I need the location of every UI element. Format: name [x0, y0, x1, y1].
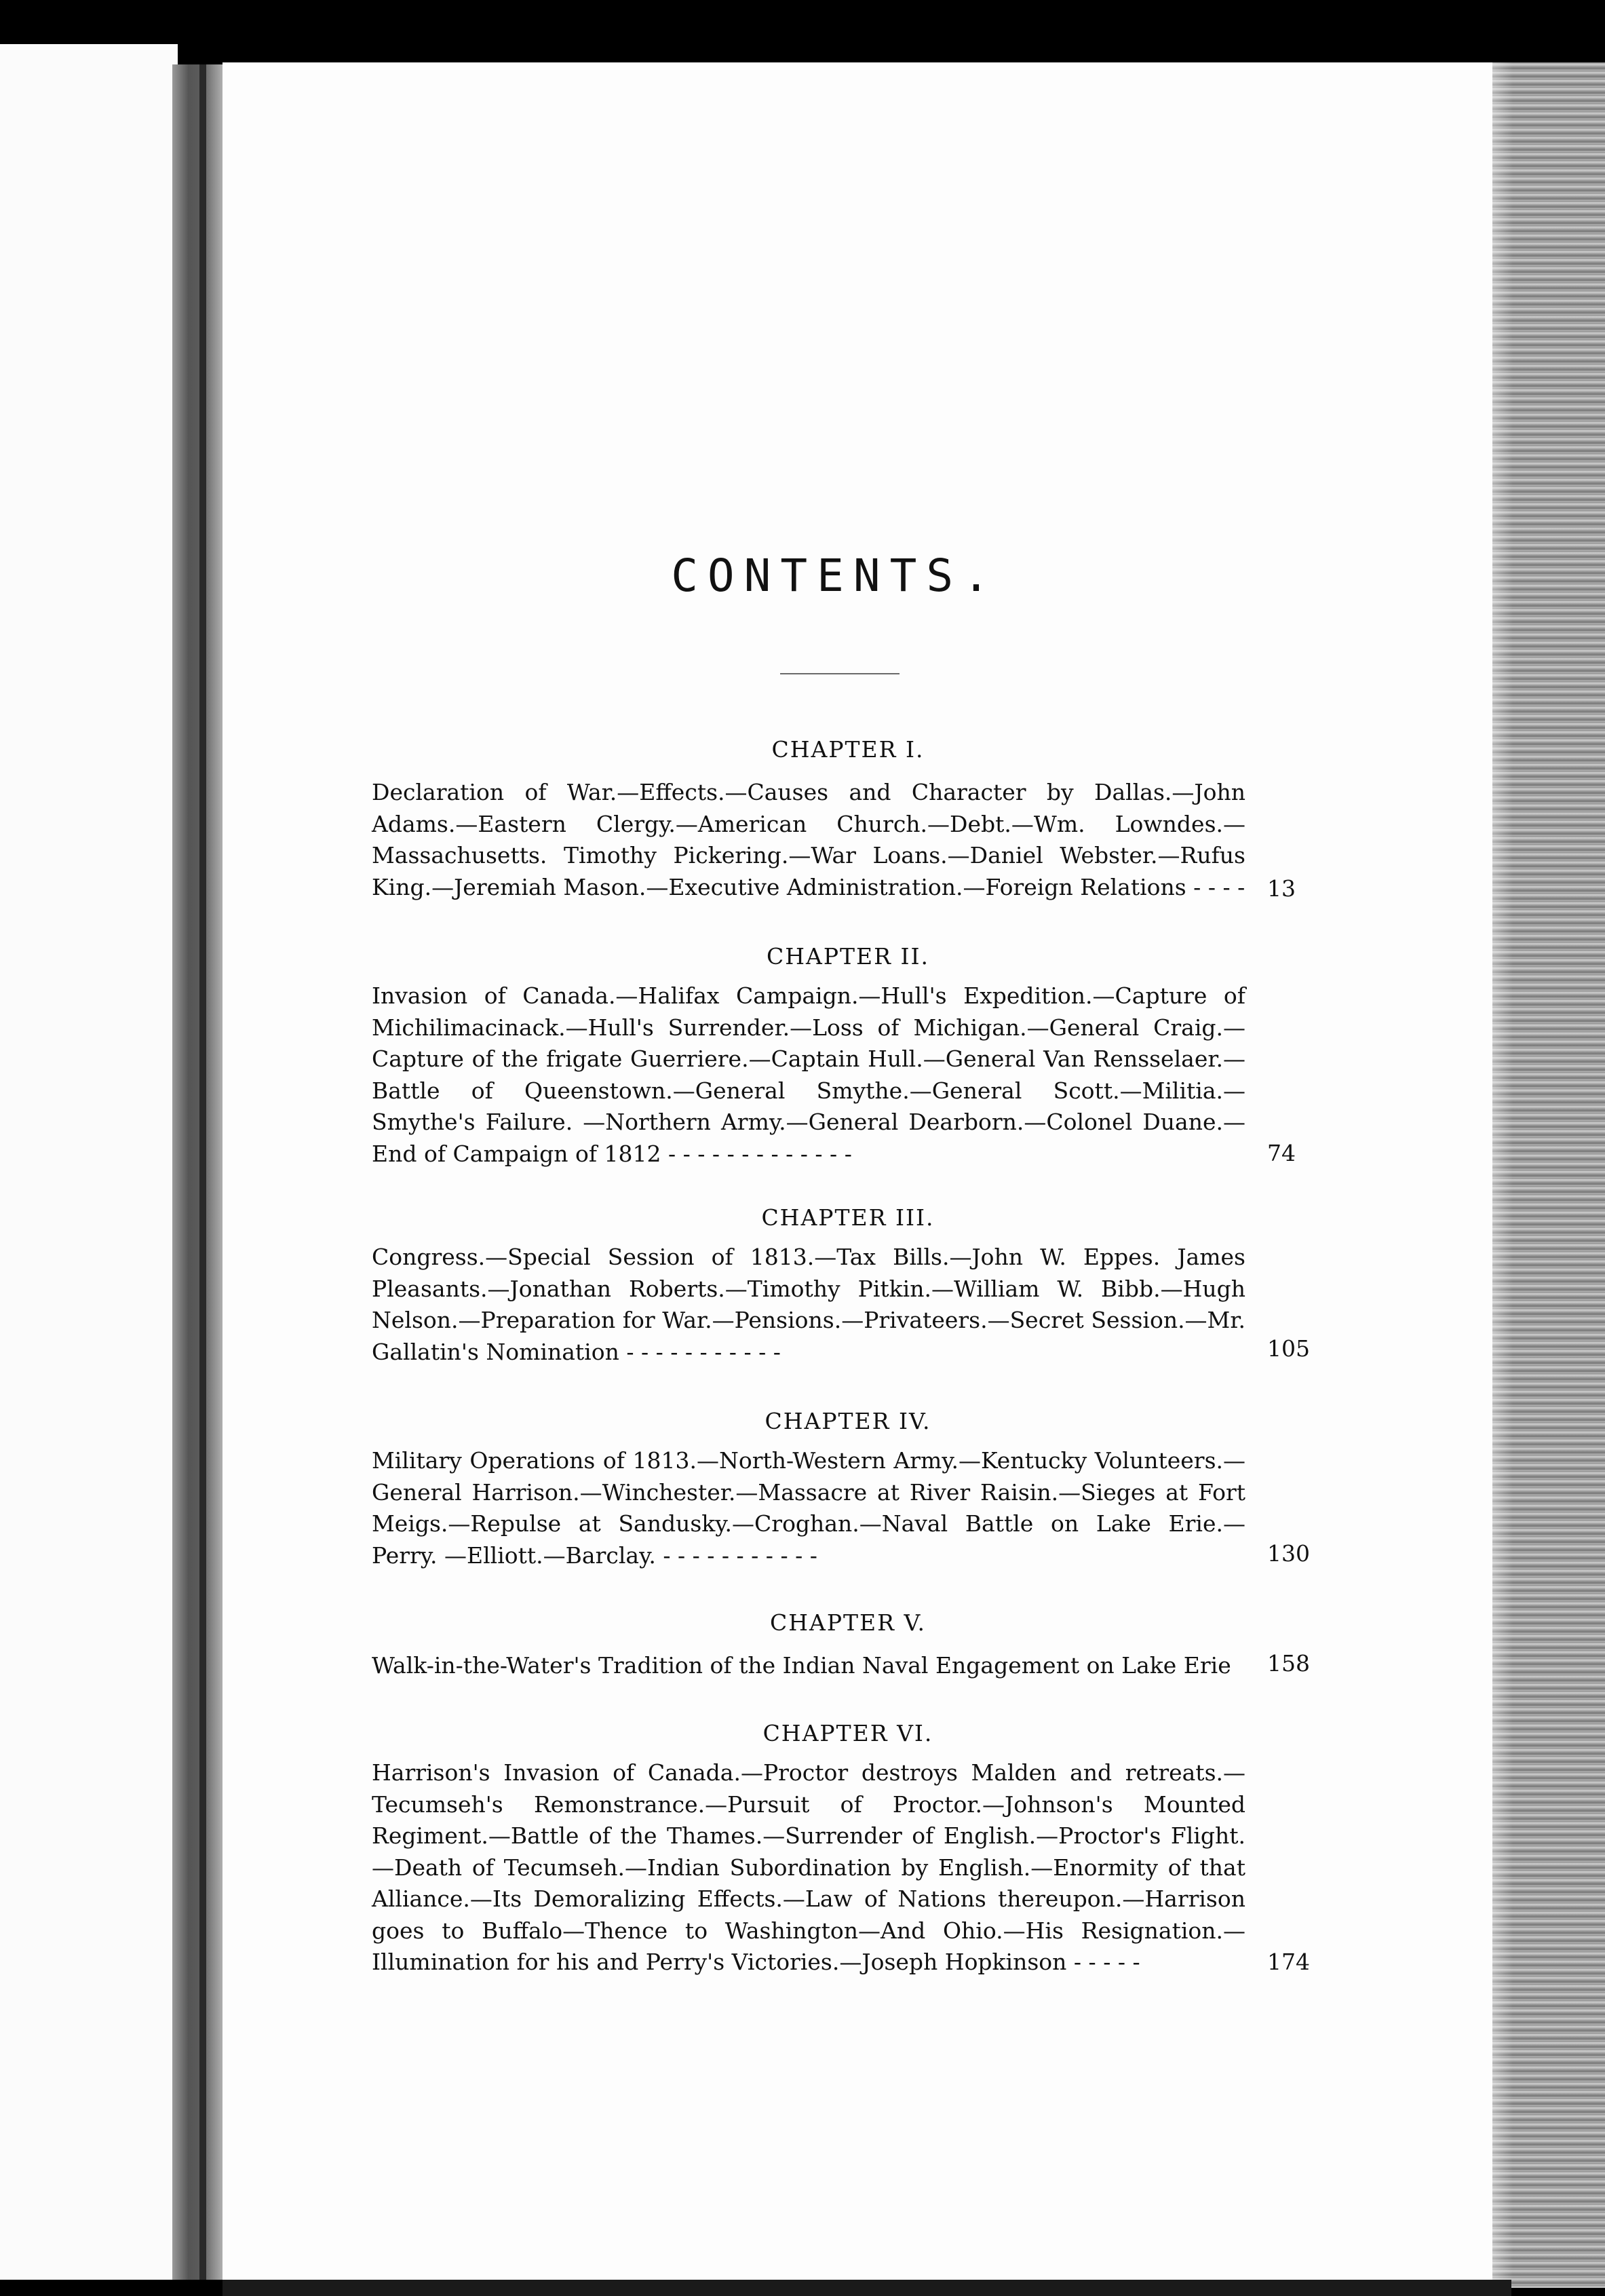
chapter-6-heading: CHAPTER VI.: [762, 1720, 933, 1746]
chapter-2-heading: CHAPTER II.: [766, 943, 930, 970]
chapter-6-page: 174: [1267, 1949, 1310, 1975]
chapter-6-summary: Harrison's Invasion of Canada.—Proctor destroys Malden and retreats.—Tecumseh's Remonstrance.—Pursuit of Proctor.—Johnson's Mounted Regiment.—Battle of the Thames.—Surrender of English.—Proctor's Flight.—Death of Tecumseh.—Indian Subordination by English.—Enormity of that Alliance.—Its Demoralizing Effects.—Law of Nations thereupon.—Harrison goes to Buffalo—Thence to Washington—And Ohio.—His Resignation.—Illumination for his and Perry's Victories.—Joseph Hopkinson - - - - -: [372, 1759, 1245, 1975]
title-rule: [780, 673, 900, 674]
page-title: CONTENTS.: [671, 550, 999, 602]
chapter-2-summary: Invasion of Canada.—Halifax Campaign.—Hull's Expedition.—Capture of Michilimacinack.—Hull's Surrender.—Loss of Michigan.—General Craig.—Capture of the frigate Guerriere.—Captain Hull.—General Van Rensselaer.—Battle of Queenstown.—General Smythe.—General Scott.—Militia.—Smythe's Failure. —Northern Army.—General Dearborn.—Colonel Duane.—End of Campaign of 1812 - - - - - - - - - - - - -: [372, 982, 1245, 1167]
chapter-6-entry: [372, 1757, 1245, 1981]
chapter-1-page: 13: [1267, 875, 1296, 902]
facing-page: [0, 44, 178, 2280]
chapter-5-heading: CHAPTER V.: [769, 1609, 927, 1636]
chapter-2-page: 74: [1267, 1140, 1296, 1166]
chapter-1-summary: Declaration of War.—Effects.—Causes and Character by Dallas.—John Adams.—Eastern Clergy.—American Church.—Debt.—Wm. Lowndes.—Massachusetts. Timothy Pickering.—War Loans.—Daniel Webster.—Rufus King.—Jeremiah Mason.—Executive Administration.—Foreign Relations - - - -: [372, 779, 1245, 900]
chapter-5-entry: [372, 1650, 1245, 1684]
chapter-4-heading: CHAPTER IV.: [765, 1408, 931, 1434]
chapter-5-page: 158: [1267, 1650, 1310, 1677]
chapter-4-page: 130: [1267, 1540, 1310, 1567]
gutter-shadow: [199, 64, 206, 2280]
chapter-3-summary: Congress.—Special Session of 1813.—Tax Bills.—John W. Eppes. James Pleasants.—Jonathan Roberts.—Timothy Pitkin.—William W. Bibb.—Hugh Nelson.—Preparation for War.—Pensions.—Privateers.—Secret Session.—Mr. Gallatin's Nomination - - - - - - - - - - -: [372, 1244, 1245, 1365]
chapter-2-entry: [372, 980, 1245, 1170]
chapter-4-entry: [372, 1445, 1245, 1571]
chapter-3-entry: [372, 1242, 1245, 1368]
bottom-shadow: [223, 2280, 1511, 2296]
chapter-1-entry: [372, 777, 1245, 903]
chapter-3-heading: CHAPTER III.: [761, 1204, 935, 1231]
page-edge-fade: [1465, 62, 1513, 2288]
chapter-3-page: 105: [1267, 1335, 1310, 1362]
chapter-4-summary: Military Operations of 1813.—North-Western Army.—Kentucky Volunteers.—General Harrison.—Winchester.—Massacre at River Raisin.—Sieges at Fort Meigs.—Repulse at Sandusky.—Croghan.—Naval Battle on Lake Erie.—Perry. —Elliott.—Barclay. - - - - - - - - - - -: [372, 1447, 1245, 1569]
chapter-5-summary: Walk-in-the-Water's Tradition of the Indian Naval Engagement on Lake Erie: [372, 1652, 1231, 1679]
chapter-1-heading: CHAPTER I.: [771, 736, 925, 763]
